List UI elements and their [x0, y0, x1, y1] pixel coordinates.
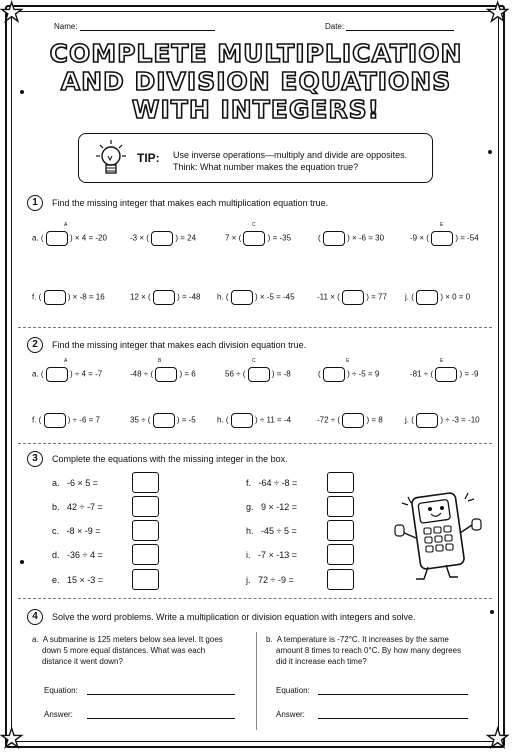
answer-box[interactable] [416, 290, 438, 305]
equation-line-b[interactable] [318, 694, 468, 695]
equation-line-a[interactable] [87, 694, 235, 695]
problem-tag: E [440, 358, 444, 364]
answer-box-3e[interactable] [132, 569, 159, 590]
equation-label-b: Equation: [276, 686, 310, 695]
equation-2i: -72 ÷ ( ) = 8 [317, 413, 383, 428]
answer-box-3b[interactable] [132, 496, 159, 517]
equation-1g: 12 × ( ) = -48 [130, 290, 200, 305]
decor-dot [490, 610, 494, 614]
answer-box[interactable] [248, 367, 270, 382]
title-line-2: AND DIVISION EQUATIONS [60, 67, 452, 96]
answer-box[interactable] [155, 367, 177, 382]
equation-3h: h. -45 ÷ 5 = [246, 526, 297, 536]
page-title [0, 40, 512, 124]
corner-star-icon: ★ [486, 724, 510, 754]
equation-1f: f. ( ) × -8 = 16 [32, 290, 105, 305]
equation-2c: 56 ÷ ( ) = -8 [225, 367, 291, 382]
answer-box[interactable] [231, 413, 253, 428]
answer-box[interactable] [151, 231, 173, 246]
section-1-number: 1 [27, 195, 43, 211]
word-problem-b: b. A temperature is -72°C. It increases by the same amount 8 times to reach 0°C. By how many degrees did it increase each time? [266, 635, 462, 666]
equation-3i: i. -7 × -13 = [246, 550, 298, 560]
equation-3d: d. -36 ÷ 4 = [52, 550, 103, 560]
equation-2h: h. ( ) ÷ 11 = -4 [217, 413, 291, 428]
answer-label-a: Answer: [44, 710, 73, 719]
corner-star-icon: ★ [0, 724, 24, 754]
lightbulb-icon [91, 138, 131, 180]
equation-3f: f. -64 ÷ -8 = [246, 478, 298, 488]
equation-1i: -11 × ( ) = 77 [317, 290, 387, 305]
equation-2j: j. ( ) ÷ -3 = -10 [405, 413, 480, 428]
answer-box-3f[interactable] [327, 472, 354, 493]
equation-3b: b. 42 ÷ -7 = [52, 502, 103, 512]
name-field[interactable] [54, 22, 215, 31]
section-3-instruction: Complete the equations with the missing integer in the box. [52, 454, 288, 464]
answer-box[interactable] [323, 367, 345, 382]
name-line[interactable] [80, 30, 215, 31]
equation-1c: 7 × ( ) = -35 [225, 231, 291, 246]
tip-box [78, 133, 433, 183]
tip-line-2: Think: What number makes the equation true? [173, 162, 359, 172]
answer-box-3c[interactable] [132, 520, 159, 541]
equation-1a: a. ( ) × 4 = -20 [32, 231, 107, 246]
answer-box[interactable] [153, 290, 175, 305]
section-divider [18, 443, 492, 444]
answer-box[interactable] [46, 367, 68, 382]
section-divider [18, 327, 492, 328]
equation-3e: e. 15 × -3 = [52, 575, 104, 585]
equation-3j: j. 72 ÷ -9 = [246, 575, 294, 585]
section-2-number: 2 [27, 337, 43, 353]
equation-1b: -3 × ( ) = 24 [130, 231, 196, 246]
equation-2f: f. ( ) ÷ -6 = 7 [32, 413, 100, 428]
problem-tag: E [440, 222, 444, 228]
answer-box-3g[interactable] [327, 496, 354, 517]
problem-tag: A [64, 222, 68, 228]
corner-star-icon: ★ [486, 0, 510, 28]
equation-3c: c. -8 × -9 = [52, 526, 101, 536]
answer-box[interactable] [44, 413, 66, 428]
problem-tag: C [252, 222, 256, 228]
title-line-1: COMPLETE MULTIPLICATION [49, 39, 463, 68]
corner-star-icon: ★ [0, 0, 24, 28]
answer-box[interactable] [44, 290, 66, 305]
tip-text [173, 149, 407, 173]
answer-box[interactable] [231, 290, 253, 305]
answer-box[interactable] [323, 231, 345, 246]
equation-2g: 35 ÷ ( ) = -5 [130, 413, 196, 428]
section-4-number: 4 [27, 609, 43, 625]
answer-box-3j[interactable] [327, 569, 354, 590]
problem-tag: C [252, 358, 256, 364]
equation-2d: ( ) ÷ -5 = 9 [318, 367, 379, 382]
equation-label-a: Equation: [44, 686, 78, 695]
section-3-number: 3 [27, 451, 43, 467]
problem-tag: B [158, 358, 162, 364]
answer-box[interactable] [435, 367, 457, 382]
answer-box[interactable] [416, 413, 438, 428]
date-label: Date: [325, 22, 345, 31]
equation-1h: h. ( ) × -5 = -45 [217, 290, 295, 305]
answer-box-3i[interactable] [327, 544, 354, 565]
tip-label: TIP: [137, 151, 160, 165]
column-divider [256, 632, 257, 730]
answer-box[interactable] [342, 290, 364, 305]
equation-3g: g. 9 × -12 = [246, 502, 298, 512]
title-line-3: WITH INTEGERS! [131, 95, 381, 124]
problem-tag: A [64, 358, 68, 364]
problem-tag: E [346, 358, 350, 364]
equation-2b: -48 ÷ ( ) = 6 [130, 367, 196, 382]
section-divider [18, 598, 492, 599]
answer-line-a[interactable] [87, 718, 235, 719]
date-field[interactable] [325, 22, 454, 31]
equation-2a: a. ( ) ÷ 4 = -7 [32, 367, 102, 382]
answer-box[interactable] [243, 231, 265, 246]
equation-3a: a. -6 × 5 = [52, 478, 99, 488]
answer-box[interactable] [431, 231, 453, 246]
answer-box-3h[interactable] [327, 520, 354, 541]
equation-2e: -81 ÷ ( ) = -9 [410, 367, 478, 382]
equation-1j: j. ( ) × 0 = 0 [405, 290, 470, 305]
answer-line-b[interactable] [318, 718, 468, 719]
answer-box-3d[interactable] [132, 544, 159, 565]
answer-box-3a[interactable] [132, 472, 159, 493]
decor-dot [488, 150, 492, 154]
date-line[interactable] [346, 30, 454, 31]
answer-box[interactable] [46, 231, 68, 246]
word-problem-a: a. A submarine is 125 meters below sea level. It goes down 5 more equal distances. What was each distance it went down? [32, 635, 223, 666]
section-2-instruction: Find the missing integer that makes each division equation true. [52, 340, 307, 350]
tip-line-1: Use inverse operations—multiply and divide are opposites. [173, 150, 408, 160]
answer-box[interactable] [342, 413, 364, 428]
equation-1d: ( ) × -6 = 30 [318, 231, 384, 246]
answer-label-b: Answer: [276, 710, 305, 719]
section-4-instruction: Solve the word problems. Write a multiplication or division equation with integers and solve. [52, 612, 416, 622]
calculator-mascot-icon [388, 483, 488, 588]
answer-box[interactable] [153, 413, 175, 428]
section-1-instruction: Find the missing integer that makes each multiplication equation true. [52, 198, 329, 208]
name-label: Name: [54, 22, 78, 31]
equation-1e: -9 × ( ) = -54 [410, 231, 479, 246]
decor-dot [20, 560, 24, 564]
